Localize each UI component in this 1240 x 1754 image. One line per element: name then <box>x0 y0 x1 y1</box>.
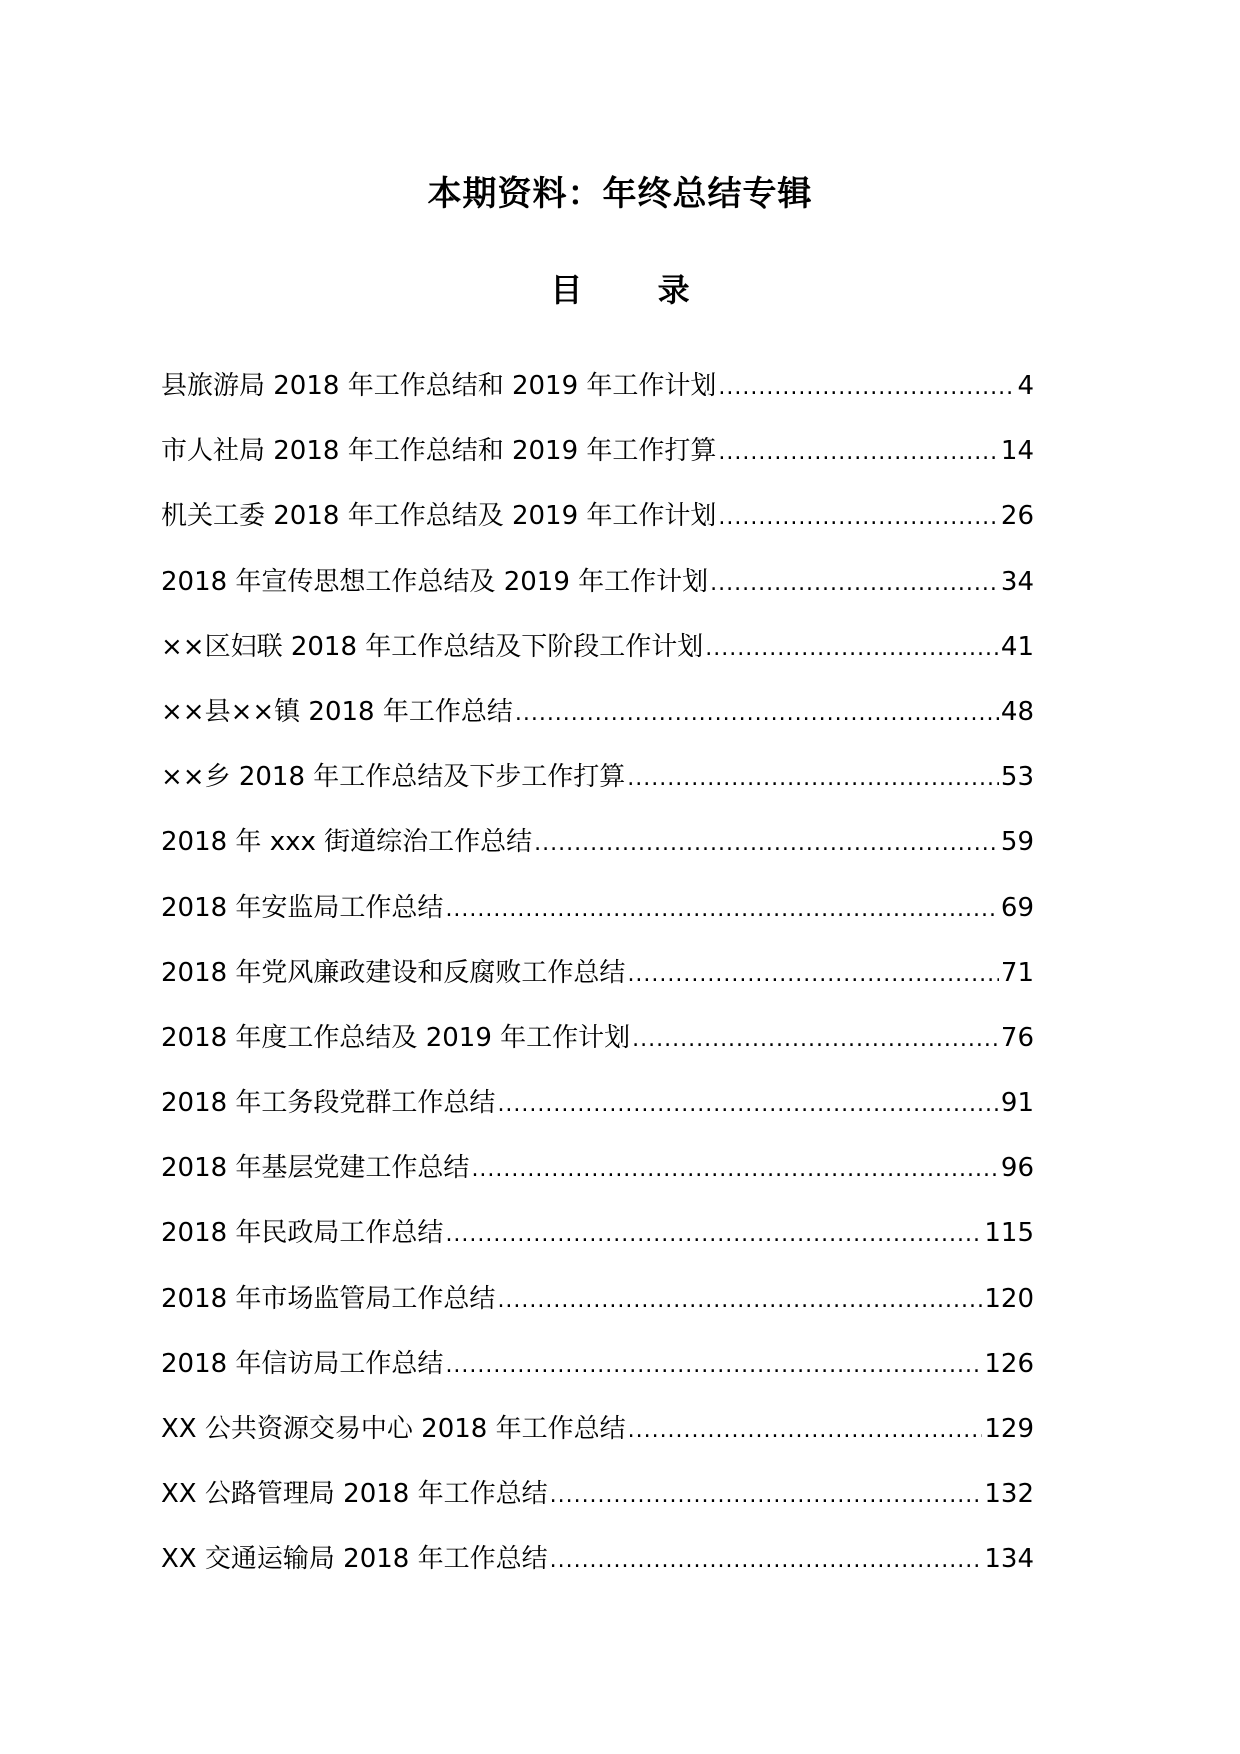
dot-leader <box>710 562 999 606</box>
toc-entry[interactable] <box>161 1472 1034 1537</box>
toc-entry-page: 26 <box>1000 501 1034 532</box>
toc-entry-page: 91 <box>1000 1088 1034 1119</box>
toc-entry-page: 53 <box>1000 762 1034 793</box>
toc-entry[interactable] <box>161 1211 1034 1276</box>
dot-leader <box>497 1279 982 1323</box>
toc-entry-title: ××区妇联 2018 年工作总结及下阶段工作计划 <box>161 631 704 662</box>
toc-entry-title: ××县××镇 2018 年工作总结 <box>161 696 513 727</box>
toc-entry[interactable] <box>161 1537 1034 1602</box>
dot-leader <box>718 496 999 540</box>
toc-entry-page: 120 <box>984 1283 1034 1314</box>
toc-list <box>161 364 1034 1603</box>
toc-entry[interactable] <box>161 364 1034 429</box>
toc-entry-title: 2018 年信访局工作总结 <box>161 1348 444 1379</box>
dot-leader <box>718 431 999 475</box>
document-title: 本期资料：年终总结专辑 <box>427 174 813 214</box>
toc-entry[interactable] <box>161 1342 1034 1407</box>
dot-leader <box>534 822 999 866</box>
toc-entry-title: 2018 年 xxx 街道综治工作总结 <box>161 827 533 858</box>
toc-entry[interactable] <box>161 820 1034 885</box>
toc-entry[interactable] <box>161 494 1034 559</box>
toc-entry[interactable] <box>161 1407 1034 1472</box>
toc-entry-page: 71 <box>1000 957 1034 988</box>
toc-entry-title: 2018 年宣传思想工作总结及 2019 年工作计划 <box>161 566 709 597</box>
toc-entry[interactable] <box>161 1016 1034 1081</box>
toc-entry[interactable] <box>161 886 1034 951</box>
toc-entry-title: XX 交通运输局 2018 年工作总结 <box>161 1544 548 1575</box>
dot-leader <box>445 888 998 932</box>
toc-entry-page: 115 <box>984 1218 1034 1249</box>
dot-leader <box>497 1083 998 1127</box>
toc-entry-page: 4 <box>1017 371 1034 401</box>
dot-leader <box>445 1213 982 1257</box>
toc-entry-title: 2018 年度工作总结及 2019 年工作计划 <box>161 1022 631 1053</box>
toc-entry-page: 59 <box>1000 827 1034 858</box>
toc-entry[interactable] <box>161 690 1034 755</box>
toc-entry-title: 2018 年党风廉政建设和反腐败工作总结 <box>161 957 626 988</box>
toc-entry-page: 41 <box>1000 631 1034 662</box>
toc-entry-title: 2018 年民政局工作总结 <box>161 1218 444 1249</box>
dot-leader <box>628 1409 983 1453</box>
toc-entry[interactable] <box>161 1146 1034 1211</box>
dot-leader <box>632 1018 999 1062</box>
dot-leader <box>627 953 998 997</box>
toc-entry-page: 69 <box>1000 892 1034 923</box>
toc-entry-title: 机关工委 2018 年工作总结及 2019 年工作计划 <box>161 501 717 532</box>
toc-entry-title: XX 公路管理局 2018 年工作总结 <box>161 1479 548 1510</box>
toc-entry-page: 126 <box>984 1348 1034 1379</box>
dot-leader <box>471 1148 998 1192</box>
toc-entry-title: ××乡 2018 年工作总结及下步工作打算 <box>161 762 626 793</box>
toc-entry[interactable] <box>161 1081 1034 1146</box>
toc-entry-page: 96 <box>1000 1153 1034 1184</box>
toc-entry-page: 129 <box>984 1414 1034 1444</box>
toc-entry-title: XX 公共资源交易中心 2018 年工作总结 <box>161 1414 626 1444</box>
toc-entry-title: 2018 年安监局工作总结 <box>161 892 444 923</box>
dot-leader <box>550 1474 983 1518</box>
dot-leader <box>445 1344 982 1388</box>
toc-entry-title: 2018 年工务段党群工作总结 <box>161 1088 496 1119</box>
toc-entry-title: 市人社局 2018 年工作总结和 2019 年工作打算 <box>161 436 717 467</box>
toc-entry[interactable] <box>161 1277 1034 1342</box>
toc-entry[interactable] <box>161 625 1034 690</box>
dot-leader <box>515 692 999 736</box>
toc-entry-title: 2018 年基层党建工作总结 <box>161 1153 470 1184</box>
toc-entry-title: 2018 年市场监管局工作总结 <box>161 1283 496 1314</box>
toc-entry-page: 34 <box>1000 566 1034 597</box>
toc-entry[interactable] <box>161 755 1034 820</box>
toc-entry[interactable] <box>161 951 1034 1016</box>
toc-heading: 目 录 <box>550 271 722 309</box>
toc-entry-page: 132 <box>984 1479 1034 1510</box>
toc-entry-page: 14 <box>1000 436 1034 467</box>
dot-leader <box>550 1539 983 1583</box>
toc-entry[interactable] <box>161 429 1034 494</box>
toc-entry-page: 76 <box>1000 1022 1034 1053</box>
dot-leader <box>705 627 999 671</box>
toc-entry-title: 县旅游局 2018 年工作总结和 2019 年工作计划 <box>161 371 717 401</box>
dot-leader <box>718 366 1015 410</box>
dot-leader <box>627 757 999 801</box>
toc-entry-page: 48 <box>1000 696 1034 727</box>
toc-entry-page: 134 <box>984 1544 1034 1575</box>
toc-entry[interactable] <box>161 560 1034 625</box>
